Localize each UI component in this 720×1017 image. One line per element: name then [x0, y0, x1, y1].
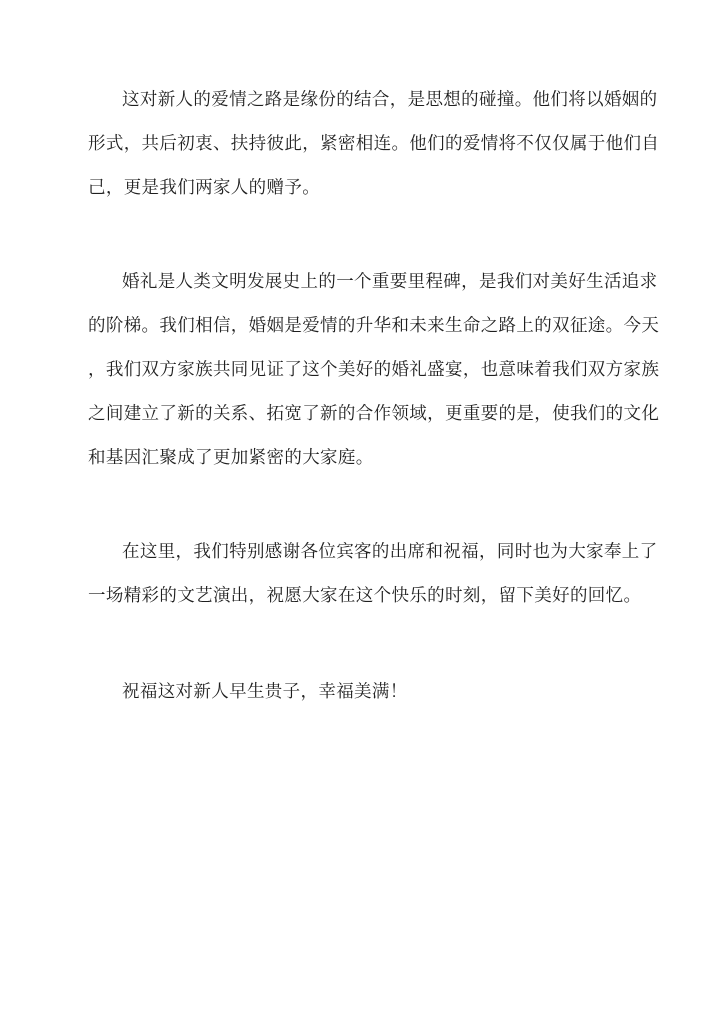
- paragraph-4-line-1: 祝福这对新人早生贵子，幸福美满！: [122, 682, 408, 702]
- paragraph-3-line-2: 一场精彩的文艺演出，祝愿大家在这个快乐的时刻，留下美好的回忆。: [88, 586, 642, 606]
- paragraph-1-line-2: 形式，共后初衷、扶持彼此，紧密相连。他们的爱情将不仅仅属于他们自: [88, 134, 660, 154]
- paragraph-2-line-2: 的阶梯。我们相信，婚姻是爱情的升华和未来生命之路上的双征途。今天: [88, 316, 660, 336]
- paragraph-1-line-3: 己，更是我们两家人的赠予。: [88, 178, 321, 198]
- paragraph-1-line-1: 这对新人的爱情之路是缘份的结合，是思想的碰撞。他们将以婚姻的: [122, 90, 658, 110]
- paragraph-2-line-3: ，我们双方家族共同见证了这个美好的婚礼盛宴，也意味着我们双方家族: [88, 360, 660, 380]
- paragraph-2-line-5: 和基因汇聚成了更加紧密的大家庭。: [88, 448, 374, 468]
- paragraph-2-line-1: 婚礼是人类文明发展史上的一个重要里程碑，是我们对美好生活追求: [122, 272, 658, 292]
- paragraph-2-line-4: 之间建立了新的关系、拓宽了新的合作领域，更重要的是，使我们的文化: [88, 404, 660, 424]
- paragraph-3-line-1: 在这里，我们特别感谢各位宾客的出席和祝福，同时也为大家奉上了: [122, 542, 658, 562]
